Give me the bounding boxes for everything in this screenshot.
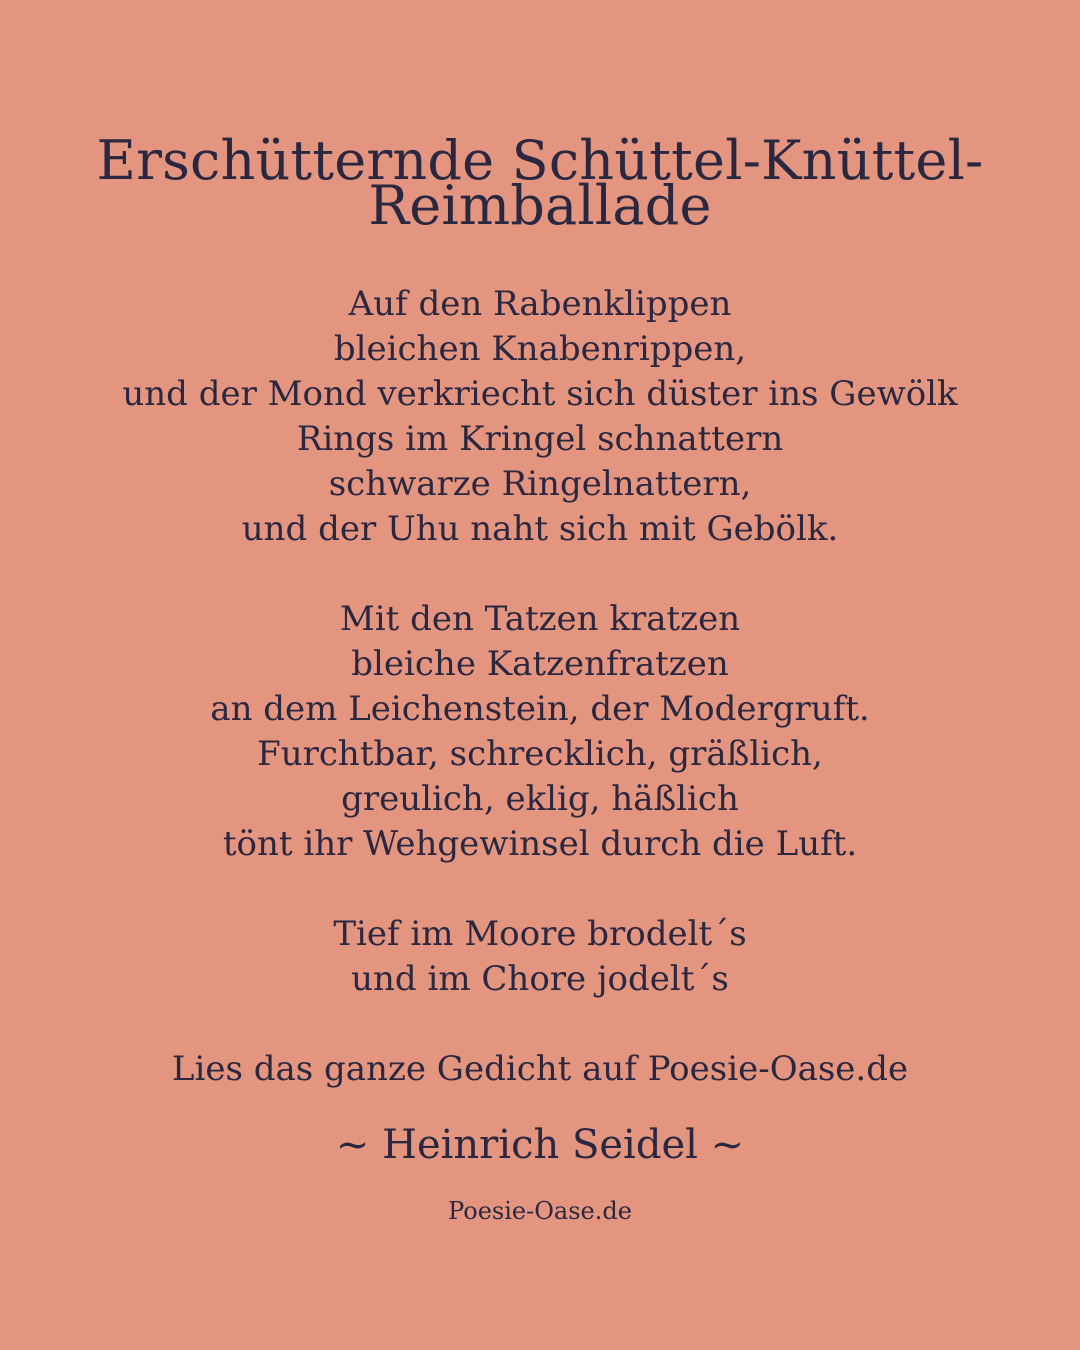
verse-line: Rings im Kringel schnattern	[296, 419, 784, 459]
verse-line: Furchtbar, schrecklich, gräßlich,	[257, 734, 823, 774]
verse-line: Auf den Rabenklippen	[348, 284, 732, 324]
verse-line: bleiche Katzenfratzen	[351, 644, 729, 684]
poem-body	[60, 282, 1020, 1002]
site-watermark: Poesie-Oase.de	[448, 1197, 632, 1225]
poem-title	[60, 128, 1020, 237]
verse-line: und der Mond verkriecht sich düster ins Gewölk	[122, 374, 958, 414]
stanza-gap	[60, 867, 1020, 912]
verse-line: tönt ihr Wehgewinsel durch die Luft.	[222, 824, 858, 864]
stanza-gap	[60, 552, 1020, 597]
verse-line: greulich, eklig, häßlich	[341, 779, 739, 819]
verse-line: schwarze Ringelnattern,	[328, 464, 752, 504]
read-full-poem-text: Lies das ganze Gedicht auf Poesie-Oase.de	[171, 1049, 909, 1089]
stanza-2	[60, 597, 1020, 867]
verse-line: und der Uhu naht sich mit Gebölk.	[241, 509, 839, 549]
verse-line: Mit den Tatzen kratzen	[339, 599, 741, 639]
verse-line: Tief im Moore brodelt´s	[333, 914, 747, 954]
verse-line: bleichen Knabenrippen,	[333, 329, 747, 369]
title-line: Reimballade	[368, 174, 712, 237]
verse-line: und im Chore jodelt´s	[351, 959, 729, 999]
stanza-3	[60, 912, 1020, 1002]
title-line: Erschütternde Schüttel-Knüttel-	[96, 129, 984, 192]
verse-line: an dem Leichenstein, der Modergruft.	[210, 689, 870, 729]
stanza-1	[60, 282, 1020, 552]
author-name: ~ Heinrich Seidel ~	[335, 1122, 745, 1168]
